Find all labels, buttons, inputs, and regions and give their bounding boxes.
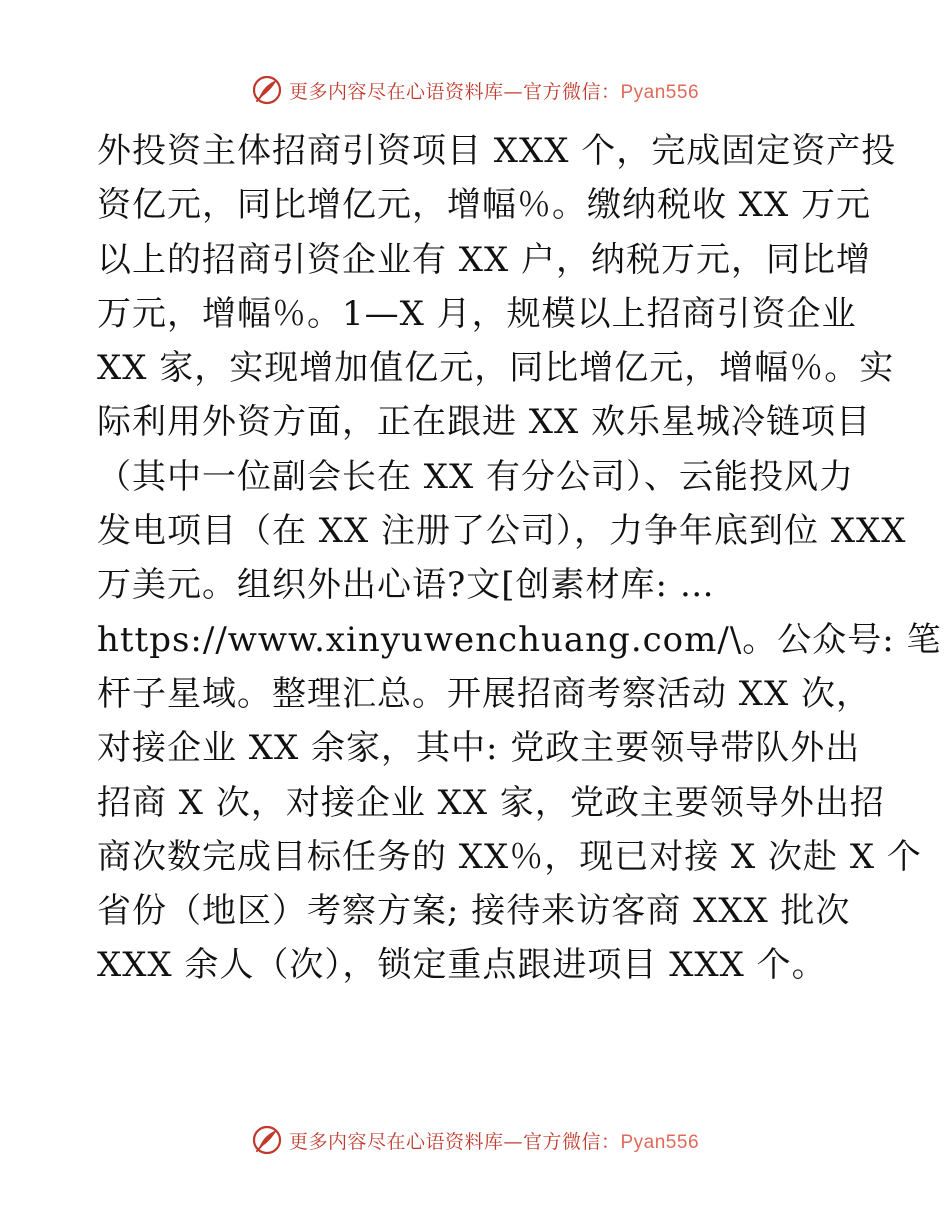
watermark-contact-id: Pyan556 — [620, 1131, 700, 1153]
text-line: 万美元。组织外出心语?文[创素材库: … — [97, 565, 715, 606]
watermark-contact-label: 官方微信： — [522, 1130, 621, 1153]
watermark-text — [289, 1127, 699, 1154]
feather-quill-logo-icon — [251, 1124, 283, 1156]
feather-quill-logo-icon — [251, 74, 283, 106]
watermark-dash: — — [503, 80, 523, 103]
text-line: 以上的招商引资企业有 XX 户，纳税万元，同比增 — [97, 239, 872, 280]
text-line: 省份（地区）考察方案; 接待来访客商 XXX 批次 — [97, 891, 851, 932]
watermark-site-text: 更多内容尽在心语资料库 — [288, 1130, 504, 1153]
watermark-contact-label: 官方微信： — [522, 80, 621, 103]
watermark-site-text: 更多内容尽在心语资料库 — [288, 80, 504, 103]
text-line: 资亿元，同比增亿元，增幅％。缴纳税收 XX 万元 — [97, 185, 872, 226]
document-body — [97, 124, 942, 993]
footer-watermark — [0, 1122, 950, 1158]
text-line: 际利用外资方面，正在跟进 XX 欢乐星城冷链项目 — [97, 402, 872, 443]
watermark-dash: — — [503, 1130, 523, 1153]
text-line: 杆子星域。整理汇总。开展招商考察活动 XX 次， — [97, 673, 872, 714]
text-line: XX 家，实现增加值亿元，同比增亿元，增幅％。实 — [97, 348, 895, 389]
text-line: 招商 X 次，对接企业 XX 家，党政主要领导外出招 — [97, 782, 885, 823]
text-line: 商次数完成目标任务的 XX％，现已对接 X 次赴 X 个 — [97, 836, 922, 877]
header-watermark — [0, 72, 950, 108]
text-line: 万元，增幅％。1—X 月，规模以上招商引资企业 — [97, 293, 857, 334]
watermark-text — [289, 77, 699, 104]
text-line: 外投资主体招商引资项目 XXX 个，完成固定资产投 — [97, 131, 897, 171]
text-line-url: https://www.xinyuwenchuang.com/\。公众号: 笔 — [97, 619, 942, 660]
text-line: 对接企业 XX 余家，其中: 党政主要领导带队外出 — [97, 728, 861, 769]
watermark-contact-id: Pyan556 — [620, 81, 700, 103]
text-line: （其中一位副会长在 XX 有分公司）、云能投风力 — [97, 456, 855, 497]
text-line: XXX 余人（次），锁定重点跟进项目 XXX 个。 — [97, 945, 827, 986]
text-line: 发电项目（在 XX 注册了公司），力争年底到位 XXX — [97, 511, 907, 552]
